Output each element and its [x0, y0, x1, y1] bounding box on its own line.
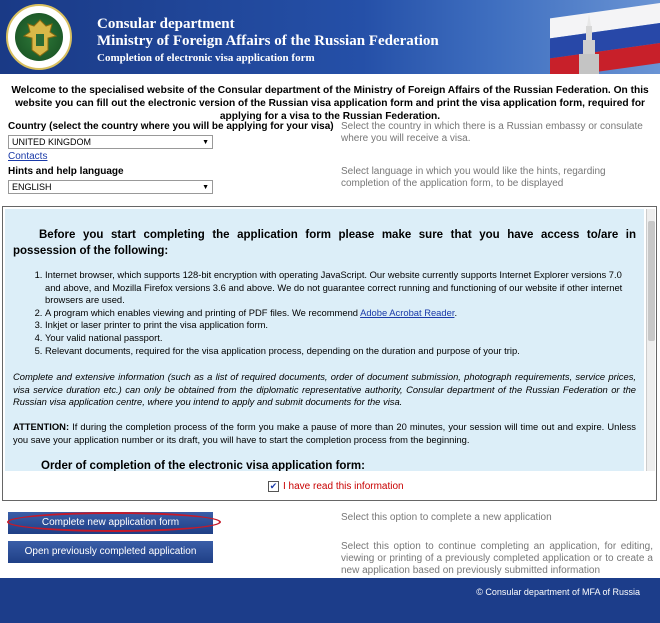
- language-select-value: ENGLISH: [12, 182, 52, 192]
- read-info-row[interactable]: [268, 481, 404, 492]
- intro-text: Welcome to the specialised website of the Consular department of the Ministry of Foreign Affairs of the Russian Federation. On this website you can fill out the electronic version of the Russian visa application form and print the visa application form, required for applying for a visa to the Russian Federation.: [11, 85, 649, 122]
- read-info-checkbox[interactable]: ✔: [269, 481, 278, 491]
- header-subtitle: Completion of electronic visa application form: [97, 52, 315, 64]
- info-scroll-area[interactable]: [5, 209, 644, 471]
- new-application-hint: Select this option to complete a new application: [341, 512, 552, 523]
- language-select[interactable]: [8, 180, 213, 194]
- list-item: 5. Relevant documents, required for the visa application process, depending on the duration and purpose of your trip.: [45, 345, 636, 358]
- info-title: Before you start completing the application form please make sure that you have access to/are in possession of the following:: [13, 229, 636, 257]
- language-hint: Select language in which you would like the hints, regarding completion of the application form, to be displayed: [341, 166, 606, 189]
- list-item: 3. Inkjet or laser printer to print the visa application form.: [45, 319, 636, 332]
- order-title: Order of completion of the electronic visa application form:: [41, 460, 365, 471]
- country-hint: Select the country in which there is a Russian embassy or consulate where you will receive a visa.: [341, 121, 643, 144]
- header-department: Consular department: [97, 16, 235, 32]
- list-item: 2. A program which enables viewing and printing of PDF files. We recommend Adobe Acrobat Reader.: [45, 307, 636, 320]
- site-header: [0, 0, 660, 74]
- requirements-list: [45, 269, 636, 357]
- info-scrollbar[interactable]: [646, 209, 655, 471]
- site-footer: [0, 578, 660, 623]
- country-select[interactable]: [8, 135, 213, 149]
- russian-flag-icon: [550, 2, 660, 74]
- list-item: 1. Internet browser, which supports 128-bit encryption with operating JavaScript. Our website currently supports Internet Explorer versions 7.0 and above, and Mozilla Firefox versions 3.6 and above. We do not guarantee correct running and functioning of our website if other internet browsers are used.: [45, 269, 636, 307]
- open-previous-button[interactable]: Open previously completed application: [8, 541, 213, 563]
- ministry-building-icon: [578, 14, 600, 74]
- info-italic-note: Complete and extensive information (such as a list of required documents, order of document submission, photograph requirements, service prices, visa service duration etc.) can only be obtained from the diplomatic representative authority, Consular department of the Russian Federation or the Russian visa application centre, where you intend to apply and submit documents for the visa.: [13, 371, 636, 408]
- open-application-hint: Select this option to continue completing an application, for editing, viewing or printing of a previously completed application or to create a new application based on previously submitted information: [341, 541, 653, 576]
- chevron-down-icon: ▼: [202, 184, 209, 191]
- header-ministry: Ministry of Foreign Affairs of the Russian Federation: [97, 33, 439, 49]
- country-select-value: UNITED KINGDOM: [12, 137, 92, 147]
- footer-copyright: © Consular department of MFA of Russia: [476, 587, 640, 597]
- acrobat-reader-link[interactable]: Adobe Acrobat Reader: [360, 306, 455, 318]
- info-panel: [2, 206, 657, 501]
- ministry-emblem-icon: [6, 4, 72, 70]
- chevron-down-icon: ▼: [202, 139, 209, 146]
- country-label: Country (select the country where you will be applying for your visa): [8, 121, 334, 132]
- list-item: 4. Your valid national passport.: [45, 332, 636, 345]
- contacts-link[interactable]: Contacts: [8, 151, 48, 162]
- language-label: Hints and help language: [8, 166, 124, 177]
- complete-new-button[interactable]: Complete new application form: [8, 512, 213, 534]
- scroll-thumb[interactable]: [648, 221, 655, 341]
- highlight-oval: [7, 512, 221, 532]
- attention-note: ATTENTION: If during the completion process of the form you make a pause of more than 20 minutes, your session will time out and expire. Unless you save your application number or its draft, you will have to start the completion process from the beginning.: [13, 420, 636, 445]
- read-info-label[interactable]: I have read this information: [283, 481, 404, 492]
